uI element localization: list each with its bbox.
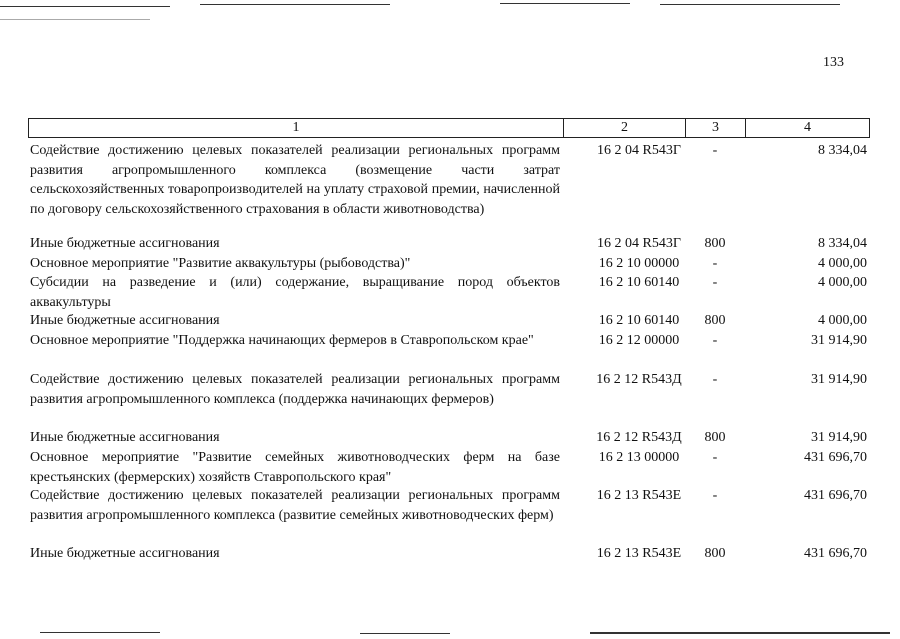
row-type: 800 xyxy=(704,430,726,445)
row-amount: 431 696,70 xyxy=(804,488,867,503)
row-type: - xyxy=(712,488,718,503)
row-amount: 431 696,70 xyxy=(804,450,867,465)
row-name: Иные бюджетные ассигнования xyxy=(30,546,220,561)
row-type: - xyxy=(712,372,718,387)
row-type: - xyxy=(712,256,718,271)
page-number: 133 xyxy=(823,55,844,70)
row-type: - xyxy=(712,143,718,158)
row-amount: 8 334,04 xyxy=(818,236,867,251)
row-type: 800 xyxy=(704,313,726,328)
row-type: - xyxy=(712,450,718,465)
row-code: 16 2 13 00000 xyxy=(598,450,680,465)
row-name: Содействие достижению целевых показателей реализации региональных программ развития агропромышленного комплекса (возмещение части затрат сельскохозяйственных товаропроизводителей на уплату страховой премии, начисленной по договору сельскохозяйственного страхования в области животноводства) xyxy=(30,143,560,217)
row-code: 16 2 04 R543Г xyxy=(597,236,681,251)
row-code: 16 2 13 R543Е xyxy=(596,488,682,503)
table-header xyxy=(28,118,870,138)
row-name: Иные бюджетные ассигнования xyxy=(30,430,220,445)
row-code: 16 2 12 R543Д xyxy=(596,372,682,387)
row-amount: 8 334,04 xyxy=(818,143,867,158)
row-name: Содействие достижению целевых показателей реализации региональных программ развития агропромышленного комплекса (развитие семейных животноводческих ферм) xyxy=(30,488,560,523)
row-name: Субсидии на разведение и (или) содержание, выращивание пород объектов аквакультуры xyxy=(30,275,560,310)
header-col-3: 3 xyxy=(686,119,746,137)
row-amount: 4 000,00 xyxy=(818,275,867,290)
row-amount: 4 000,00 xyxy=(818,313,867,328)
header-col-1: 1 xyxy=(29,119,564,137)
row-amount: 431 696,70 xyxy=(804,546,867,561)
row-name: Иные бюджетные ассигнования xyxy=(30,236,220,251)
row-type: 800 xyxy=(704,546,726,561)
scan-artifact-line xyxy=(360,633,450,634)
scan-artifact-line xyxy=(0,19,150,20)
row-amount: 31 914,90 xyxy=(811,333,867,348)
row-code: 16 2 10 00000 xyxy=(598,256,680,271)
row-code: 16 2 10 60140 xyxy=(598,313,680,328)
row-type: - xyxy=(712,333,718,348)
scan-artifact-line xyxy=(590,632,890,634)
row-code: 16 2 13 R543Е xyxy=(596,546,682,561)
row-name: Основное мероприятие "Развитие аквакультуры (рыбоводства)" xyxy=(30,256,411,271)
row-name: Основное мероприятие "Развитие семейных животноводческих ферм на базе крестьянских (фермерских) хозяйств Ставропольского края" xyxy=(30,450,560,485)
header-col-2: 2 xyxy=(564,119,686,137)
row-amount: 4 000,00 xyxy=(818,256,867,271)
row-amount: 31 914,90 xyxy=(811,430,867,445)
scan-artifact-line xyxy=(0,6,170,7)
row-code: 16 2 12 R543Д xyxy=(596,430,682,445)
scan-artifact-line xyxy=(200,4,390,5)
row-name: Содействие достижению целевых показателей реализации региональных программ развития агропромышленного комплекса (поддержка начинающих фермеров) xyxy=(30,372,560,407)
scan-artifact-line xyxy=(40,632,160,633)
scan-artifact-line xyxy=(500,3,630,4)
row-type: 800 xyxy=(704,236,726,251)
row-code: 16 2 10 60140 xyxy=(598,275,680,290)
row-name: Иные бюджетные ассигнования xyxy=(30,313,220,328)
header-col-4: 4 xyxy=(804,120,811,135)
row-type: - xyxy=(712,275,718,290)
scan-artifact-line xyxy=(660,4,840,5)
row-code: 16 2 04 R543Г xyxy=(597,143,681,158)
row-amount: 31 914,90 xyxy=(811,372,867,387)
row-code: 16 2 12 00000 xyxy=(598,333,680,348)
row-name: Основное мероприятие "Поддержка начинающих фермеров в Ставропольском крае" xyxy=(30,333,534,348)
